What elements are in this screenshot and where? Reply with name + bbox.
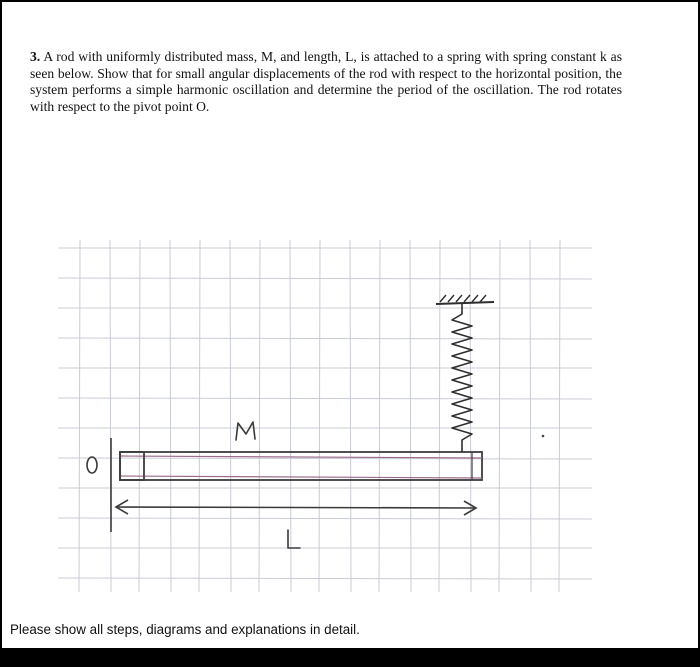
grid-line-vertical (470, 240, 471, 592)
problem-number: 3. (30, 49, 41, 64)
graph-paper-grid (58, 240, 592, 592)
grid-line-vertical (439, 240, 440, 592)
ceiling-support (436, 295, 494, 304)
stray-mark (542, 435, 545, 438)
mass-label-m (236, 422, 255, 440)
grid-line-horizontal (58, 458, 592, 459)
grid-line-vertical (259, 240, 260, 592)
rod-spring-diagram (58, 240, 592, 592)
grid-line-vertical (319, 240, 320, 592)
pivot-label-o (87, 457, 97, 473)
grid-line-horizontal (58, 398, 592, 399)
spring (452, 304, 472, 452)
grid-line-horizontal (58, 278, 592, 279)
grid-line-horizontal (58, 518, 592, 519)
grid-line-vertical (110, 240, 111, 592)
grid-line-vertical (350, 240, 351, 592)
length-label-l (288, 530, 300, 548)
grid-line-vertical (199, 240, 200, 592)
rod (120, 452, 482, 480)
grid-line-vertical (499, 240, 500, 592)
grid-line-vertical (79, 240, 80, 592)
grid-line-vertical (290, 240, 291, 592)
grid-line-horizontal (58, 578, 592, 579)
grid-line-vertical (230, 240, 231, 592)
grid-line-vertical (379, 240, 380, 592)
grid-line-vertical (410, 240, 411, 592)
length-dimension-arrow (116, 500, 476, 515)
grid-line-vertical (139, 240, 140, 592)
grid-line-horizontal (58, 338, 592, 339)
grid-line-vertical (170, 240, 171, 592)
document-page (2, 0, 698, 648)
grid-line-vertical (530, 240, 531, 592)
problem-statement (30, 49, 622, 115)
problem-text: A rod with uniformly distributed mass, M, and length, L, is attached to a spring with spring constant k as seen below. Show that for small angular displacements of the rod with respect to the horizontal position, the system performs a simple harmonic oscillation and determine the period of the oscillation. The rod rotates with respect to the pivot point O. (30, 49, 622, 114)
grid-line-vertical (559, 240, 560, 592)
instructions-note: Please show all steps, diagrams and explanations in detail. (10, 622, 360, 637)
